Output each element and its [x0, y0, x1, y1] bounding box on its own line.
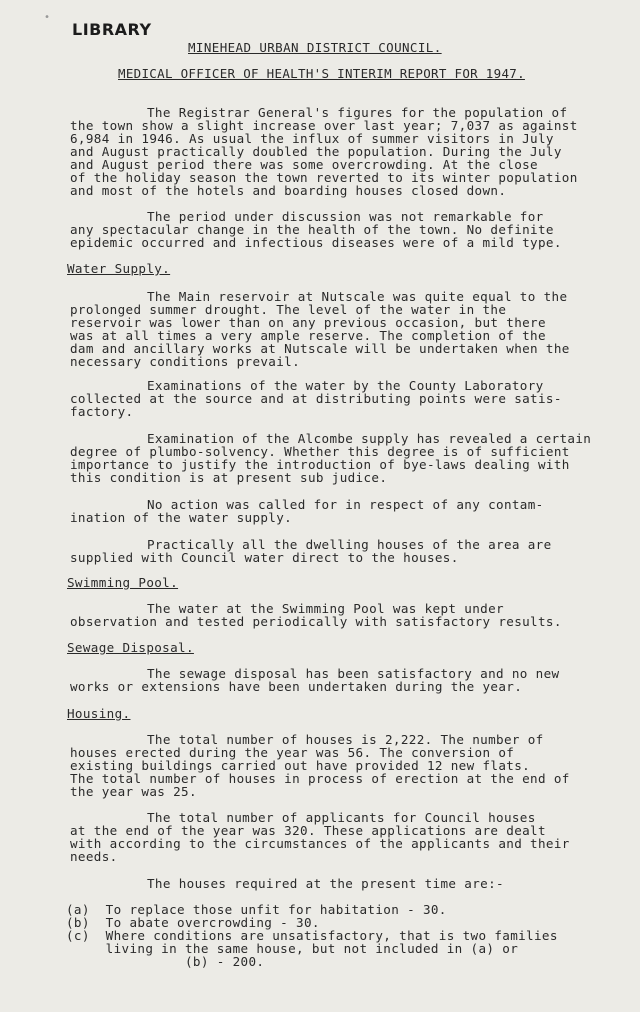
text-line: needs. [70, 849, 118, 864]
text-line: of the holiday season the town reverted to its winter population [70, 170, 578, 185]
text-line: The sewage disposal has been satisfactory and no new [147, 666, 560, 681]
list-item: (c) Where conditions are unsatisfactory, that is two families [66, 928, 558, 943]
text-line: 6,984 in 1946. As usual the influx of summer visitors in July [70, 131, 554, 146]
text-line: epidemic occurred and infectious diseases were of a mild type. [70, 235, 562, 250]
margin-mark: • [44, 12, 51, 23]
list-item: (b) - 200. [66, 954, 265, 969]
text-line: factory. [70, 404, 134, 419]
list-item: (b) To abate overcrowding - 30. [66, 915, 320, 930]
document-subtitle: MEDICAL OFFICER OF HEALTH'S INTERIM REPORT FOR 1947. [118, 66, 525, 81]
text-line: was at all times a very ample reserve. The completion of the [70, 328, 546, 343]
text-line: The total number of houses in process of erection at the end of [70, 771, 570, 786]
text-line: collected at the source and at distributing points were satis- [70, 391, 562, 406]
section-heading-sewage: Sewage Disposal. [67, 640, 194, 655]
text-line: and most of the hotels and boarding houses closed down. [70, 183, 507, 198]
text-line: Examination of the Alcombe supply has revealed a certain [147, 431, 592, 446]
text-line: and August practically doubled the population. During the July [70, 144, 562, 159]
text-line: The water at the Swimming Pool was kept under [147, 601, 504, 616]
text-line: importance to justify the introduction of bye-laws dealing with [70, 457, 570, 472]
text-line: the year was 25. [70, 784, 197, 799]
text-line: Examinations of the water by the County Laboratory [147, 378, 544, 393]
text-line: Practically all the dwelling houses of the area are [147, 537, 552, 552]
text-line: existing buildings carried out have provided 12 new flats. [70, 758, 531, 773]
text-line: dam and ancillary works at Nutscale will be undertaken when the [70, 341, 570, 356]
section-heading-housing: Housing. [67, 706, 131, 721]
text-line: at the end of the year was 320. These applications are dealt [70, 823, 546, 838]
text-line: The total number of houses is 2,222. The number of [147, 732, 544, 747]
text-line: necessary conditions prevail. [70, 354, 301, 369]
section-heading-swimming: Swimming Pool. [67, 575, 179, 590]
text-line: ination of the water supply. [70, 510, 293, 525]
text-line: The Main reservoir at Nutscale was quite equal to the [147, 289, 568, 304]
text-line: works or extensions have been undertaken during the year. [70, 679, 523, 694]
text-line: and August period there was some overcrowding. At the close [70, 157, 538, 172]
text-line: The Registrar General's figures for the population of [147, 105, 568, 120]
text-line: The period under discussion was not remarkable for [147, 209, 544, 224]
text-line: the town show a slight increase over last year; 7,037 as against [70, 118, 578, 133]
text-line: supplied with Council water direct to the houses. [70, 550, 459, 565]
text-line: observation and tested periodically with satisfactory results. [70, 614, 562, 629]
text-line: reservoir was lower than on any previous occasion, but there [70, 315, 546, 330]
text-line: houses erected during the year was 56. The conversion of [70, 745, 515, 760]
list-item: living in the same house, but not included in (a) or [66, 941, 519, 956]
text-line: degree of plumbo-solvency. Whether this degree is of sufficient [70, 444, 570, 459]
text-line: The houses required at the present time are:- [147, 876, 504, 891]
text-line: with according to the circumstances of the applicants and their [70, 836, 570, 851]
text-line: prolonged summer drought. The level of the water in the [70, 302, 507, 317]
text-line: this condition is at present sub judice. [70, 470, 388, 485]
library-stamp: LIBRARY [72, 20, 152, 39]
text-line: No action was called for in respect of any contam- [147, 497, 544, 512]
text-line: The total number of applicants for Council houses [147, 810, 536, 825]
document-title: MINEHEAD URBAN DISTRICT COUNCIL. [188, 40, 442, 55]
section-heading-water: Water Supply. [67, 261, 171, 276]
list-item: (a) To replace those unfit for habitation - 30. [66, 902, 447, 917]
text-line: any spectacular change in the health of the town. No definite [70, 222, 554, 237]
